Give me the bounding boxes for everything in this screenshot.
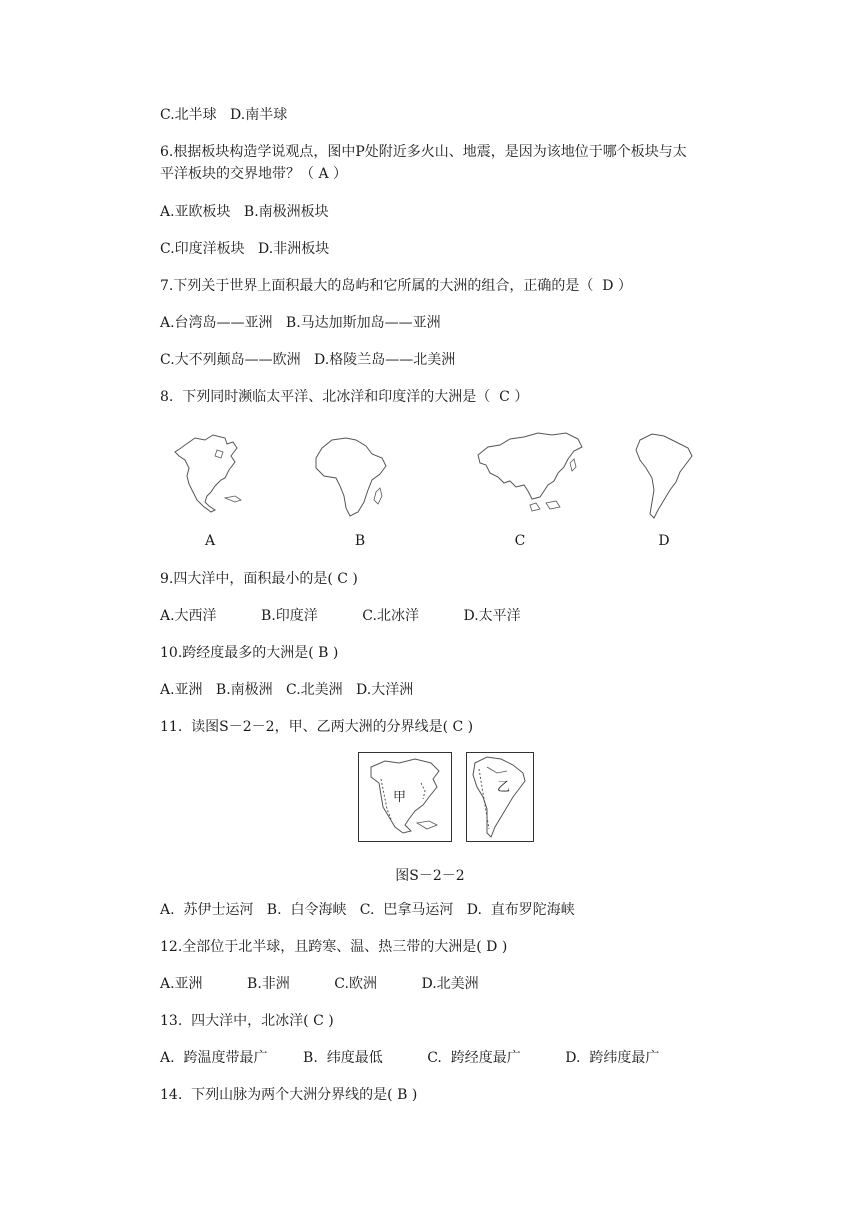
line-q12-opts: A.亚洲 B.非洲 C.欧洲 D.北美洲 [160,976,479,992]
line-q14: 14. 下列山脉为两个大洲分界线的是( B ) [160,1087,418,1103]
line-q7: 7.下列关于世界上面积最大的岛屿和它所属的大洲的组合，正确的是（ D ） [160,278,632,294]
line-q6-2: 平洋板块的交界地带？（ A ） [160,166,348,182]
figure-south-america [466,752,534,842]
africa-map [310,430,395,520]
north-america-map [165,430,255,515]
line-q11: 11. 读图S－2－2，甲、乙两大洲的分界线是( C ) [160,719,474,735]
line-q7-opts-ab: A.台湾岛——亚洲 B.马达加斯加岛——亚洲 [160,315,441,331]
line-q13-opts: A. 跨温度带最广 B. 纬度最低 C. 跨经度最广 D. 跨纬度最广 [160,1050,660,1066]
line-q6-opts-ab: A.亚欧板块 B.南极洲板块 [160,204,329,220]
q8-label-b: B [354,533,366,549]
line-q10: 10.跨经度最多的大洲是( B ) [160,645,339,661]
q8-label-c: C [514,533,526,549]
q8-maps [160,425,720,555]
label-jia: 甲 [393,790,407,805]
line-q5-opts-cd: C.北半球 D.南半球 [160,107,288,123]
line-q8: 8. 下列同时濒临太平洋、北冰洋和印度洋的大洲是（ C ） [160,389,529,405]
line-q6-opts-cd: C.印度洋板块 D.非洲板块 [160,241,330,257]
line-q10-opts: A.亚洲 B.南极洲 C.北美洲 D.大洋洲 [160,682,414,698]
label-yi: 乙 [497,780,511,795]
figure-north-america [358,752,452,842]
q8-label-a: A [204,533,216,549]
line-q11-opts: A. 苏伊士运河 B. 白令海峡 C. 巴拿马运河 D. 直布罗陀海峡 [160,902,575,918]
line-q9: 9.四大洋中，面积最小的是( C ) [160,571,358,587]
south-america-map [630,430,700,525]
figure-caption: 图S－2－2 [395,868,465,884]
line-q7-opts-cd: C.大不列颠岛——欧洲 D.格陵兰岛——北美洲 [160,352,456,368]
line-q13: 13. 四大洋中，北冰洋( C ) [160,1013,334,1029]
line-q9-opts: A.大西洋 B.印度洋 C.北冰洋 D.太平洋 [160,608,521,624]
line-q12: 12.全部位于北半球，且跨寒、温、热三带的大洲是( D ) [160,939,508,955]
q8-label-d: D [658,533,670,549]
line-q6-1: 6.根据板块构造学说观点，图中P处附近多火山、地震，是因为该地位于哪个板块与太 [160,144,687,160]
asia-map [470,425,590,520]
